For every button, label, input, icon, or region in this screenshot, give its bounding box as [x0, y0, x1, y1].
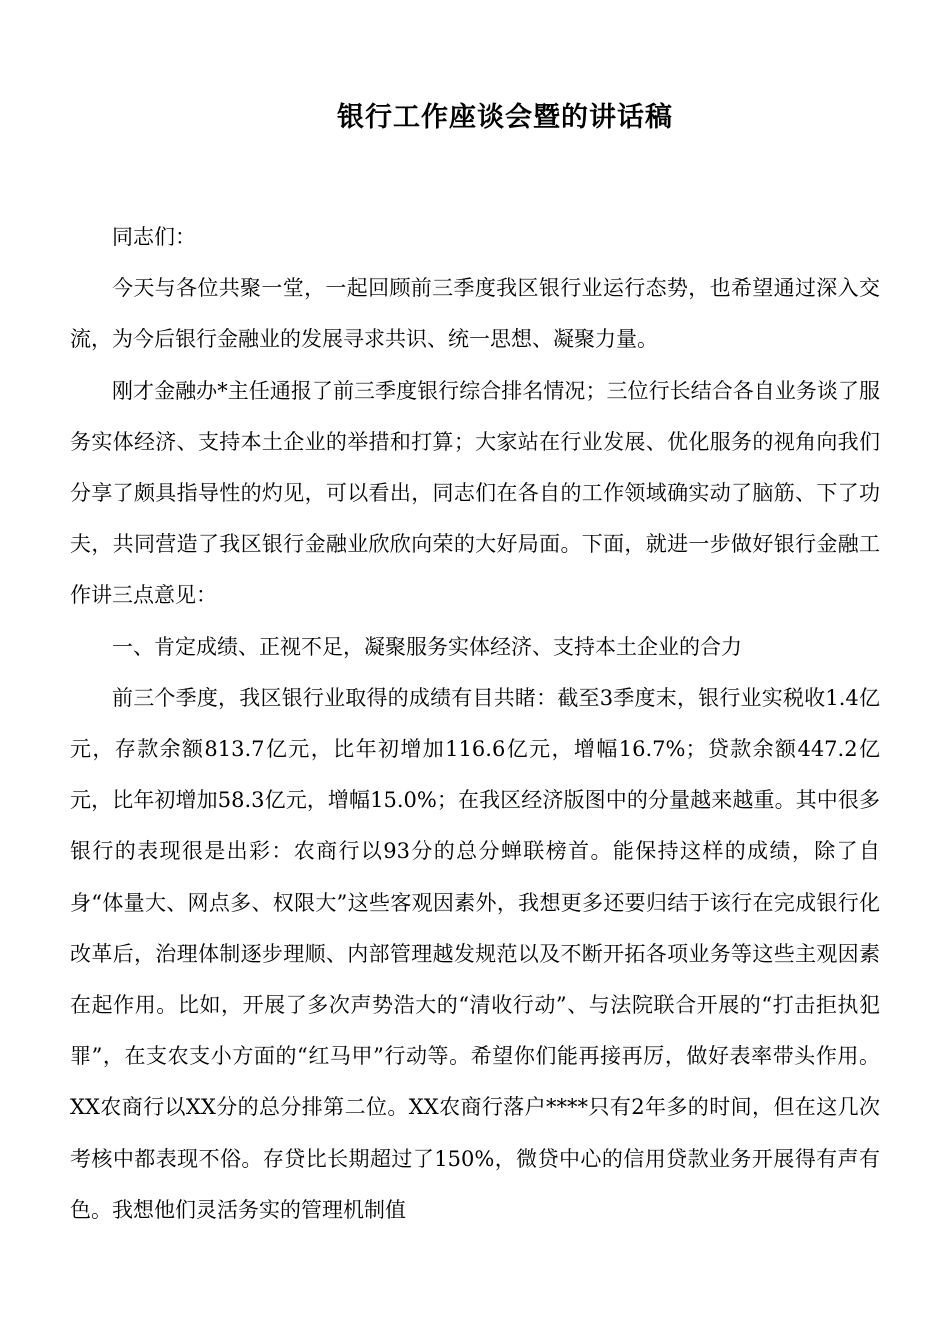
salutation-paragraph: 同志们： [112, 225, 196, 249]
achievement-paragraph: 前三个季度，我区银行业取得的成绩有目共睹：截至3季度末，银行业实税收1.4亿元，存款余额813.7亿元，比年初增加116.6亿元，增幅16.7%；贷款余额447.2亿元，比年初增加58.3亿元，增幅15.0%；在我区经济版图中的分量越来越重。其中很多银行的表现很是出彩：农商行以93分的总分蝉联榜首。能保持这样的成绩，除了自身“体量大、网点多、权限大”这些客观因素外，我想更多还要归结于该行在完成银行化改革后，治理体制逐步理顺、内部管理越发规范以及不断开拓各项业务等这些主观因素在起作用。比如，开展了多次声势浩大的“清收行动”、与法院联合开展的“打击拒执犯罪”，在支农支小方面的“红马甲”行动等。希望你们能再接再厉，做好表率带头作用。XX农商行以XX分的总分排第二位。XX农商行落户****只有2年多的时间，但在这几次考核中都表现不俗。存贷比长期超过了150%，微贷中心的信用贷款业务开展得有声有色。我想他们灵活务实的管理机制值 [70, 685, 880, 1222]
document-body [70, 212, 880, 1236]
section-heading-1: 一、肯定成绩、正视不足，凝聚服务实体经济、支持本土企业的合力 [112, 634, 742, 659]
document-title: 银行工作座谈会暨的讲话稿 [337, 102, 673, 133]
intro-paragraph: 今天与各位共聚一堂，一起回顾前三季度我区银行业运行态势，也希望通过深入交流，为今后银行金融业的发展寻求共识、统一思想、凝聚力量。 [70, 276, 880, 352]
summary-paragraph: 刚才金融办*主任通报了前三季度银行综合排名情况；三位行长结合各自业务谈了服务实体经济、支持本土企业的举措和打算；大家站在行业发展、优化服务的视角向我们分享了颇具指导性的灼见，可以看出，同志们在各自的工作领域确实动了脑筋、下了功夫，共同营造了我区银行金融业欣欣向荣的大好局面。下面，就进一步做好银行金融工作讲三点意见： [70, 378, 880, 608]
